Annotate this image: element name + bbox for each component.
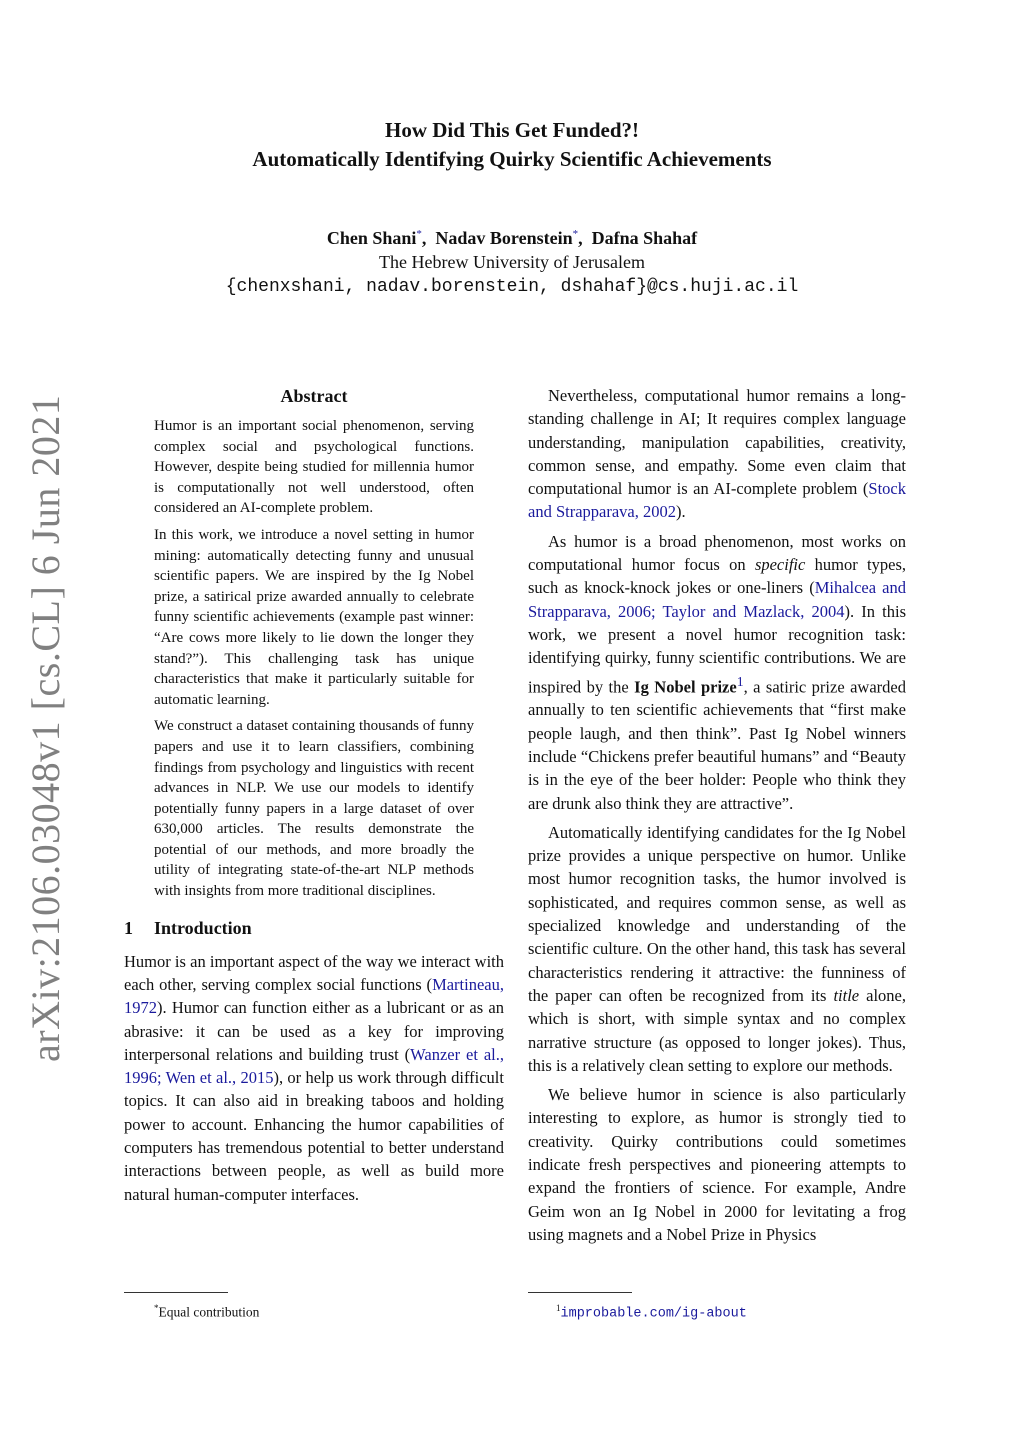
author-1: Chen Shani — [326, 228, 417, 248]
body-paragraph: Nevertheless, computational humor remains a long-standing challenge in AI; It requires complex language understanding, manipulation capabilities, creativity, common sense, and empathy. Some even claim that computational humor is an AI-complete problem (Stock and Strapparava, 2002). — [528, 386, 906, 522]
equal-contribution-mark[interactable]: * — [416, 228, 422, 240]
title-line-1: How Did This Get Funded?! — [385, 118, 639, 142]
abstract-paragraph: We construct a dataset containing thousands of funny papers and use it to learn classifiers, combining findings from psychology and linguistics with recent advances in NLP. We use our models to identify potentially funny papers in a large dataset of over 630,000 articles. The results demonstrate the potential of our methods, and more broadly the utility of integrating state-of-the-art NLP methods with insights from more traditional disciplines. — [154, 718, 474, 900]
footnote-url-link[interactable]: improbable.com/ig-about — [560, 1306, 747, 1322]
footnote-text: $^1$improbable.com/ig-about — [556, 1303, 747, 1322]
footnote-right — [528, 1292, 906, 1324]
author-names: Chen Shani*, Nadav Borenstein*, Dafna Shahaf — [326, 228, 698, 248]
section-title: Introduction — [154, 917, 252, 938]
left-column — [124, 384, 504, 1206]
footnote-divider — [124, 1292, 228, 1293]
intro-paragraph: Humor is an important aspect of the way we interact with each other, serving complex social functions (Martineau, 1972). Humor can function either as a lubricant or as an abrasive: it can be used as a key for improving interpersonal relations and building trust (Wanzer et al., 1996; Wen et al., 2015), or help us work through difficult topics. It can also aid in breaking taboos and holding power to account. Enhancing the humor capabilities of computers has tremendous potential to better understand interactions between people, as well as build more natural human-computer interfaces. — [124, 951, 504, 1204]
citation-link[interactable]: Martineau, 1972 — [124, 974, 504, 1018]
abstract-heading: Abstract — [280, 386, 348, 406]
citation-link[interactable]: Stock and Strapparava, 2002 — [528, 479, 906, 522]
author-2: Nadav Borenstein — [435, 228, 573, 248]
footnote-text: *Equal contribution — [154, 1303, 260, 1320]
footnote-ref[interactable]: 1 — [736, 673, 744, 689]
body-paragraph: As humor is a broad phenomenon, most works on computational humor focus on specific humor types, such as knock-knock jokes or one-liners (Mihalcea and Strapparava, 2006; Taylor and Mazlack, 2004). In this work, we present a novel humor recognition task: identifying quirky, funny scientific contributions. We are inspired by the Ig Nobel prize$^1$, a satiric prize awarded annually to ten scientific achievements that “first make people laugh, and then think”. Past Ig Nobel winners include “Chickens prefer beautiful humans” and “Beauty is in the eye of the beer holder: People who think they are drunk also think they are attractive”. — [528, 531, 906, 813]
abstract-paragraph: Humor is an important social phenomenon, serving complex social and psychological functions. However, despite being studied for millennia humor is computationally not well understood, often considered an AI-complete problem. — [154, 418, 474, 517]
footnote-divider — [528, 1292, 632, 1293]
ig-nobel-emphasis: Ig Nobel prize — [634, 677, 737, 697]
author-emails: {chenxshani, nadav.borenstein, dshahaf}@cs.huji.ac.il — [225, 277, 799, 297]
citation-link[interactable]: Mihalcea and Strapparava, 2006; Taylor and Mazlack, 2004 — [528, 578, 906, 621]
affiliation: The Hebrew University of Jerusalem — [379, 252, 645, 272]
title-block — [0, 116, 1024, 174]
author-block — [0, 222, 1024, 300]
author-3: Dafna Shahaf — [591, 228, 698, 248]
title-line-2: Automatically Identifying Quirky Scientific Achievements — [252, 147, 772, 171]
citation-link[interactable]: Wanzer et al., 1996; Wen et al., 2015 — [124, 1044, 504, 1088]
abstract-paragraph: In this work, we introduce a novel setting in humor mining: automatically detecting funny and unusual scientific papers. We are inspired by the Ig Nobel prize, a satirical prize awarded annually to celebrate funny scientific achievements (example past winner: “Are cows more likely to lie down the longer they stand?”). This challenging task has unique characteristics that make it particularly suitable for automatic learning. — [154, 526, 474, 708]
right-column — [528, 384, 906, 1246]
body-paragraph: We believe humor in science is also particularly interesting to explore, as humor is strongly tied to creativity. Quirky contributions could sometimes indicate fresh perspectives and pioneering attempts to expand the frontiers of science. For example, Andre Geim won an Ig Nobel in 2000 for levitating a frog using magnets and a Nobel Prize in Physics — [528, 1085, 906, 1244]
section-heading-introduction — [124, 916, 504, 940]
arxiv-identifier-stamp: arXiv:2106.03048v1 [cs.CL] 6 Jun 2021 — [23, 394, 68, 1062]
paper-title — [0, 116, 1024, 174]
footnote-left — [124, 1292, 504, 1322]
equal-contribution-mark[interactable]: * — [572, 228, 579, 240]
section-number: 1 — [124, 917, 133, 938]
body-paragraph: Automatically identifying candidates for the Ig Nobel prize provides a unique perspective on humor. Unlike most humor recognition tasks, the humor involved is sophisticated, and requires common sense, as well as specialized knowledge and understanding of the scientific culture. On the other hand, this task has several characteristics rendering it attractive: the funniness of the paper can often be recognized from its title alone, which is short, with simple syntax and no complex narrative structure (as opposed to longer jokes). Thus, this is a relatively clean setting to explore our methods. — [528, 822, 906, 1075]
